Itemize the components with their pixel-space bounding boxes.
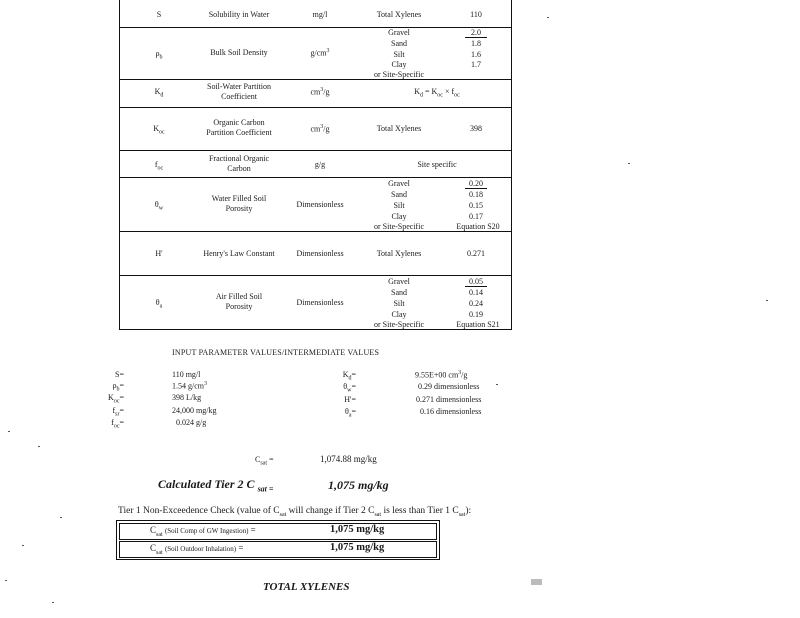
calculated-value: 1,075 mg/kg [328, 478, 389, 492]
label-total-xylenes-koc: Total Xylenes [376, 124, 422, 133]
label-clay: Clay [391, 60, 407, 69]
row-divider [119, 231, 512, 232]
footer-title: TOTAL XYLENES [263, 581, 350, 593]
value-gravel-w: 0.20 [469, 179, 483, 188]
value-clay-w: 0.17 [469, 212, 483, 221]
input-label-theta-w: $\theta_w=$ [343, 382, 356, 394]
row-divider [119, 79, 512, 80]
units-foc: g/g [314, 160, 326, 169]
input-value-foc: 0.024 g/g [176, 418, 207, 427]
csat-label: $C_{sat}$ = [255, 455, 274, 467]
param-solubility: Solubility in Water [208, 10, 270, 19]
symbol-theta-w: $\theta_w$ [154, 200, 164, 212]
csat-value: 1,074.88 mg/kg [320, 454, 377, 464]
label-gravel-w: Gravel [388, 179, 410, 188]
param-foc: Fractional Organic Carbon [208, 154, 270, 173]
label-clay-a: Clay [391, 310, 407, 319]
scan-speck [496, 384, 498, 385]
value-silt: 1.6 [471, 50, 481, 59]
units-theta-a: Dimensionless [296, 298, 344, 307]
input-value-rho: 1.54 $g/cm^3$ [172, 381, 207, 391]
scan-speck [8, 431, 10, 432]
value-underline [465, 188, 487, 189]
input-label-fsr: $f_{sr}=$ [112, 406, 124, 418]
units-solubility: mg/l [312, 10, 328, 19]
value-sand-w: 0.18 [469, 190, 483, 199]
value-sand: 1.8 [471, 39, 481, 48]
check-label-gw: $C_{sat}$ (Soil Comp of GW Ingestion) = [150, 525, 256, 538]
scan-speck [60, 517, 62, 518]
row-divider [119, 329, 512, 330]
input-label-rho: $\rho_b=$ [112, 381, 124, 393]
label-site-specific-a: or Site-Specific [374, 320, 424, 329]
input-value-fsr: 24,000 mg/kg [172, 406, 217, 415]
value-silt-a: 0.24 [469, 299, 483, 308]
row-divider [119, 177, 512, 178]
label-sand: Sand [391, 39, 407, 48]
value-henry: 0.271 [467, 249, 485, 258]
symbol-rho-b: $\rho_b$ [155, 49, 163, 61]
input-label-theta-a: $\theta_a=$ [344, 407, 356, 419]
check-row-gw-ingestion [119, 523, 437, 540]
symbol-kd: $K_d$ [154, 87, 164, 99]
input-label-s: S= [115, 370, 124, 379]
scan-speck [628, 163, 630, 164]
check-row-outdoor-inhalation [119, 541, 437, 558]
value-gravel: 2.0 [471, 28, 481, 37]
check-value-gw: 1,075 mg/kg [330, 524, 385, 535]
value-clay: 1.7 [471, 60, 481, 69]
symbol-s: S [156, 10, 162, 19]
units-henry: Dimensionless [296, 249, 344, 258]
value-solubility: 110 [470, 10, 482, 19]
input-value-theta-a: 0.16 dimensionless [420, 407, 482, 416]
check-value-inhalation: 1,075 mg/kg [330, 542, 385, 553]
param-theta-w: Water Filled Soil Porosity [211, 194, 267, 213]
units-koc: $cm^3/g$ [310, 124, 330, 134]
label-clay-w: Clay [391, 212, 407, 221]
input-value-theta-w: 0.29 dimensionless [418, 382, 480, 391]
input-value-koc: 398 L/kg [172, 393, 202, 402]
units-theta-w: Dimensionless [296, 200, 344, 209]
param-bulk-density: Bulk Soil Density [210, 48, 268, 57]
value-underline [465, 37, 487, 38]
label-total-xylenes-h: Total Xylenes [376, 249, 422, 258]
label-site-specific-foc: Site specific [417, 160, 457, 169]
label-sand-w: Sand [391, 190, 407, 199]
non-exceedence-check-text: Tier 1 Non-Exceedence Check (value of $C_{sat}$ will change if Tier 2 $C_{sat}$ is less than Tier 1 $C_{sat}$): [118, 506, 472, 518]
value-clay-a: 0.19 [469, 310, 483, 319]
check-label-inhalation: $C_{sat}$ (Soil Outdoor Inhalation) = [150, 543, 244, 556]
value-underline [465, 286, 487, 287]
input-value-s: 110 mg/l [172, 370, 201, 379]
input-label-henry: H'= [344, 395, 356, 404]
scan-speck [52, 602, 54, 603]
units-bulk-density: $g/cm^3$ [310, 48, 330, 58]
value-silt-w: 0.15 [469, 201, 483, 210]
scan-speck [766, 300, 768, 301]
table-left-border [119, 0, 120, 330]
value-equation-s21: Equation S21 [456, 320, 500, 329]
symbol-theta-a: $\theta_a$ [155, 298, 163, 310]
table-right-border [511, 0, 512, 330]
param-henry: Henry's Law Constant [203, 249, 275, 258]
param-kd: Soil-Water Partition Coefficient [206, 82, 272, 101]
label-site-specific: or Site-Specific [374, 70, 424, 79]
param-koc: Organic Carbon Partition Coefficient [206, 118, 272, 137]
scan-speck [38, 446, 40, 447]
input-label-koc: $K_{oc}=$ [108, 393, 124, 405]
label-silt-a: Silt [393, 299, 405, 308]
row-divider [119, 275, 512, 276]
row-divider [119, 150, 512, 151]
symbol-foc: $f_{oc}$ [154, 160, 164, 172]
input-value-kd: 9.55E+00 $cm^3/g$ [415, 370, 468, 380]
scan-speck [22, 545, 24, 546]
label-gravel-a: Gravel [388, 277, 410, 286]
value-sand-a: 0.14 [469, 288, 483, 297]
input-label-foc: $f_{oc}=$ [111, 418, 124, 430]
label-sand-a: Sand [391, 288, 407, 297]
check-results-box [116, 520, 440, 560]
symbol-koc: $K_{oc}$ [153, 124, 165, 136]
value-equation-s20: Equation S20 [456, 222, 500, 231]
input-label-kd: $K_d=$ [342, 370, 356, 382]
scan-artifact [531, 579, 542, 585]
value-gravel-a: 0.05 [469, 277, 483, 286]
units-kd: $cm^3/g$ [310, 87, 330, 97]
symbol-henry: H' [155, 249, 163, 258]
calculated-label: Calculated Tier 2 C $_{sat =}$ [158, 477, 274, 494]
scan-speck [547, 17, 549, 18]
value-koc: 398 [470, 124, 482, 133]
label-silt-w: Silt [393, 201, 405, 210]
input-value-henry: 0.271 dimensionless [416, 395, 482, 404]
formula-kd: $K_d = K_{oc} \times f_{oc}$ [414, 87, 460, 99]
input-params-heading: INPUT PARAMETER VALUES/INTERMEDIATE VALUES [172, 348, 380, 357]
label-site-specific-w: or Site-Specific [374, 222, 424, 231]
param-theta-a: Air Filled Soil Porosity [215, 292, 263, 311]
label-gravel: Gravel [388, 28, 410, 37]
label-total-xylenes: Total Xylenes [376, 10, 422, 19]
scan-speck [5, 580, 7, 581]
row-divider [119, 27, 512, 28]
label-silt: Silt [393, 50, 405, 59]
row-divider [119, 107, 512, 108]
